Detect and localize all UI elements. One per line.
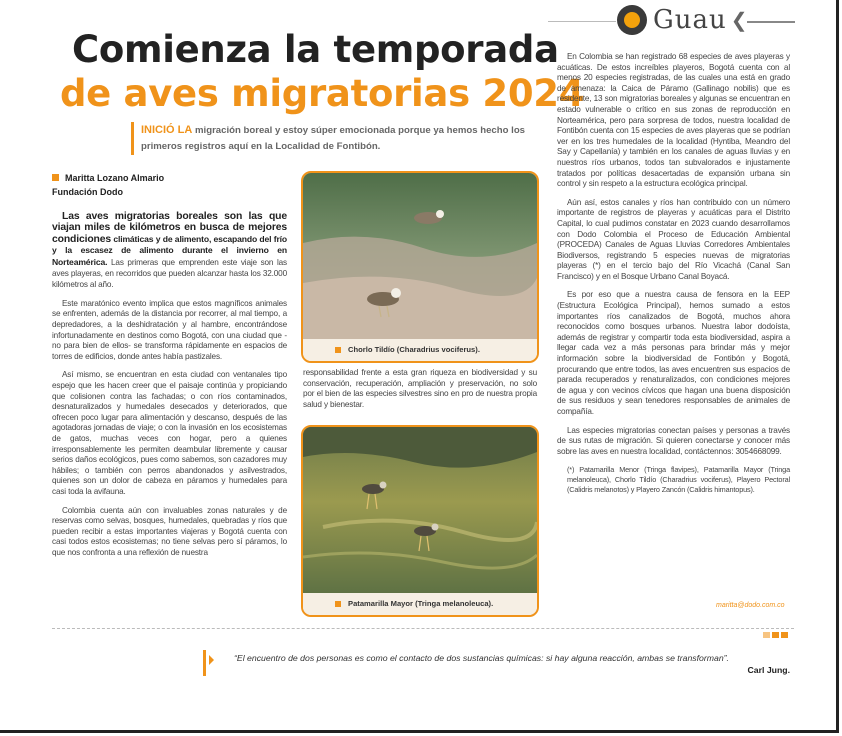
column-3 <box>557 52 790 503</box>
footer-rule <box>52 628 794 629</box>
dot <box>781 632 788 638</box>
species-note: (*) Patamarilla Menor (Tringa flavipes), Patamarilla Mayor (Tringa melanoleuca), Chorlo Tildío (Charadrius vociferus), Playero Pectoral (Calidris melanotos) y Playero Zancón (Calidris himantopus). <box>567 465 790 495</box>
bullet-square-icon <box>52 174 59 181</box>
intro-bold: Las aves migratorias boreales son las que viajan miles de kilómetros en busca de mejores condiciones <box>52 211 287 245</box>
header-rule <box>548 21 616 22</box>
paragraph: Es por eso que a nuestra causa de fensora en la EEP (Estructura Ecológica Principal), hemos sumado a estos importantes ríos canalizados de Bogotá, muchos ahora reconocidos como bosques urbanos. Nuestra labor dodoísta, además de registrar y compartir toda esta biodiversidad, aspira a llegar cada vez a más personas para brindar más y mejor información sobre la biodiversidad de Fontibón y Bogotá, procurando que entre todos, las aves encuentren sus espacios de parada recuperados y renaturalizados, con condiciones mejores de agua y con vecinos cívicos que hagan una buena disposición de sus residuos y sean tenedores responsables de animales de compañía. <box>557 290 790 416</box>
dot <box>763 632 770 638</box>
photo-chorlo-tildio <box>301 171 539 363</box>
lead-paragraph <box>131 122 541 155</box>
brand-name: Guau <box>653 5 727 35</box>
paragraph: En Colombia se han registrado 68 especies de aves playeras y acuáticas. De estos increíbles playeros, Bogotá cuenta con al menos 20 especies registradas, de las cuales una está en grado de amenaza: la Caica de Páramo (Gallinago nobilis) que es residente, 13 son migratorias boreales y algunas se encuentran en estado vulnerable o crítico en sus zonas de reproducción en Norteamérica, pero para sorpresa de todos, nuestra localidad de Fontibón cuenta con 15 especies de aves playeras que se podrían ver en los tres humedales de la localidad (Hyntiba, Meandro del Say y Capellanía) y también en los canales de aguas lluvias y en nuestros ríos urbanos, todos tan subvalorados e injustamente tratados por políticas desacertadas de expansión urbana sin control y sin respeto a la estructura ecológica principal. <box>557 52 790 189</box>
intro-paragraph <box>52 211 287 291</box>
bird-photo-2 <box>303 427 537 593</box>
paragraph: Este maratónico evento implica que estos magníficos animales se enfrenten, además de la distancia por recorrer, al mal tiempo, a depredadores, a la deshidratación y al hambre, encontrándose infortunadamente en destinos como Bogotá, con una ciudad que -no para bien de ellos- se transforma rápidamente en espacios de torres de edificios, donde antes había pastizales. <box>52 298 287 361</box>
brand-rule <box>747 21 795 23</box>
column-1 <box>52 211 287 567</box>
intro-mid: climáticas y de alimento, escapando del frío y la escasez de alimento durante el invierno en Norteamérica. <box>52 233 287 267</box>
paragraph: Las especies migratorias conectan países y personas a través de sus rutas de migración. Si quieren conectarse y conocer más sobre las aves en nuestra localidad, contáctennos: 3054668099. <box>557 425 790 456</box>
intro-rest: Las primeras que emprenden este viaje son las aves playeras, en recorridos que pueden alcanzar hasta los 32.000 kilómetros al año. <box>52 257 287 290</box>
quote-author: Carl Jung. <box>747 665 790 675</box>
caption-text: Chorlo Tildío (Charadrius vociferus). <box>348 345 480 354</box>
headline-line-2: de aves migratorias 2024 <box>60 72 585 115</box>
photo-caption <box>303 593 537 615</box>
bullet-square-icon <box>335 601 341 607</box>
author-email: maritta@dodo.com.co <box>716 602 785 609</box>
byline <box>52 171 164 199</box>
quote-arrow-icon <box>209 655 214 665</box>
author-org: Fundación Dodo <box>52 187 123 197</box>
bullet-square-icon <box>335 347 341 353</box>
photo-patamarilla-mayor <box>301 425 539 617</box>
brand <box>617 5 748 35</box>
paragraph: Aún así, estos canales y ríos han contribuido con un número importante de registros de playeras y acuáticas para el Distrito Capital, lo cual pudimos constatar en 2023 cuando desarrollamos con Dodo Colombia el Proceso de Educación Ambiental (PROCEDA) Canales de Aguas Lluvias Corredores Ambientales Biodiversos, registrando 5 especies nuevas de migratorias playeras (*) en el tercio bajo del Río Vicachá (Canal San Francisco) y en el Bosque Urbano Canal Boyacá. <box>557 197 790 281</box>
paragraph: Así mismo, se encuentran en esta ciudad con ventanales tipo espejo que les hacen creer que el paisaje continúa y propiciando que colisionen contra las fachadas; o con ríos contaminados, desnaturalizados y humedales desecados y deteriorados, que ofrecen poco lugar para alimentación y descanso, después de las agotadoras jornadas de viaje; o con la invasión en los ecosistemas de gatos, muchas veces con hogar, pero a quienes irresponsablemente les permiten deambular libremente y causar serios daños ecológicos, pues como sabemos, son cazadores muy hábiles; o también con perros abandonados y asilvestrados, quienes son un dolor de cabeza en páramos y humedales para casi toda la avifauna. <box>52 370 287 496</box>
paragraph: Colombia cuenta aún con invaluables zonas naturales y de reservas como selvas, bosques, humedales, quebradas y ríos que pueden recibir a estas importantes viajeras y Bogotá cuenta con casi todos estos ecosistemas; no tiene selvas pero sí páramos, lo que nos confronta a una reflexión de nuestra <box>52 505 287 557</box>
dot <box>772 632 779 638</box>
dog-face-logo-icon <box>617 5 647 35</box>
lead-highlight: INICIÓ LA <box>141 124 193 136</box>
closing-quote: “El encuentro de dos personas es como el contacto de dos sustancias químicas: si hay alguna reacción, ambas se transforman”. <box>234 653 729 663</box>
lead-text: migración boreal y estoy súper emocionada porque ya hemos hecho los primeros registros aquí en la Localidad de Fontibón. <box>141 125 526 152</box>
column-2 <box>303 368 537 418</box>
headline-line-1: Comienza la temporada <box>72 28 559 71</box>
caption-text: Patamarilla Mayor (Tringa melanoleuca). <box>348 599 494 608</box>
bird-photo-1 <box>303 173 537 339</box>
quote-bar <box>203 650 206 676</box>
footer-dots <box>763 632 788 638</box>
arrow-left-icon: ❮ <box>730 9 748 32</box>
photo-caption <box>303 339 537 361</box>
author-name: Maritta Lozano Almario <box>65 173 165 183</box>
paragraph: responsabilidad frente a esta gran riqueza en biodiversidad y su conservación, recuperación, ampliación y preservación, no solo por el bien de las especies silvestres sino en pro de nuestra propia salud y bienestar. <box>303 368 537 409</box>
